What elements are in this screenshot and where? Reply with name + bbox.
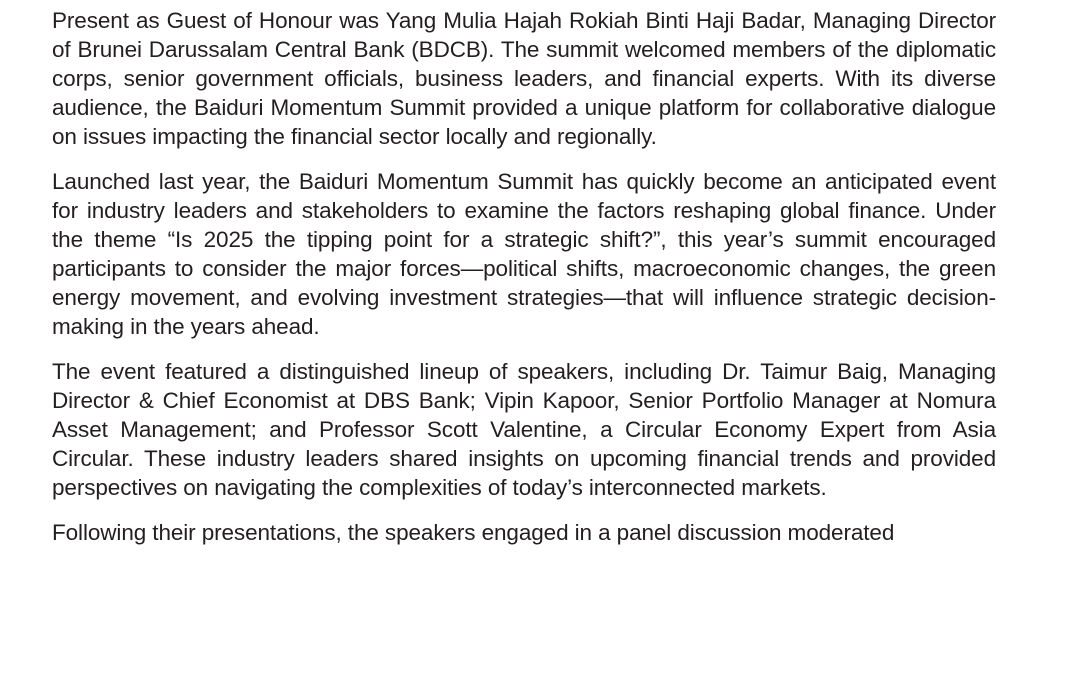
paragraph-launched-last-year: Launched last year, the Baiduri Momentum Summit has quickly become an anticipated event for industry leaders and stakeholders to examine the factors reshaping global finance. Under the theme “Is 2025 the tipping point for a strategic shift?”, this year’s summit encouraged participants to consider the major forces—political shifts, macroeconomic changes, the green energy movement, and evolving investment strategies—that will influence strategic decision-making in the years ahead. <box>52 169 996 339</box>
paragraph-panel-discussion: Following their presentations, the speakers engaged in a panel discussion moderated <box>52 520 895 545</box>
document-body <box>52 0 996 563</box>
paragraph-guest-of-honour: Present as Guest of Honour was Yang Mulia Hajah Rokiah Binti Haji Badar, Managing Director of Brunei Darussalam Central Bank (BDCB). The summit welcomed members of the diplomatic corps, senior government officials, business leaders, and financial experts. With its diverse audience, the Baiduri Momentum Summit provided a unique platform for collaborative dialogue on issues impacting the financial sector locally and regionally. <box>52 8 996 149</box>
paragraph-speakers-lineup: The event featured a distinguished lineup of speakers, including Dr. Taimur Baig, Managing Director & Chief Economist at DBS Bank; Vipin Kapoor, Senior Portfolio Manager at Nomura Asset Management; and Professor Scott Valentine, a Circular Economy Expert from Asia Circular. These industry leaders shared insights on upcoming financial trends and provided perspectives on navigating the complexities of today’s interconnected markets. <box>52 359 996 500</box>
